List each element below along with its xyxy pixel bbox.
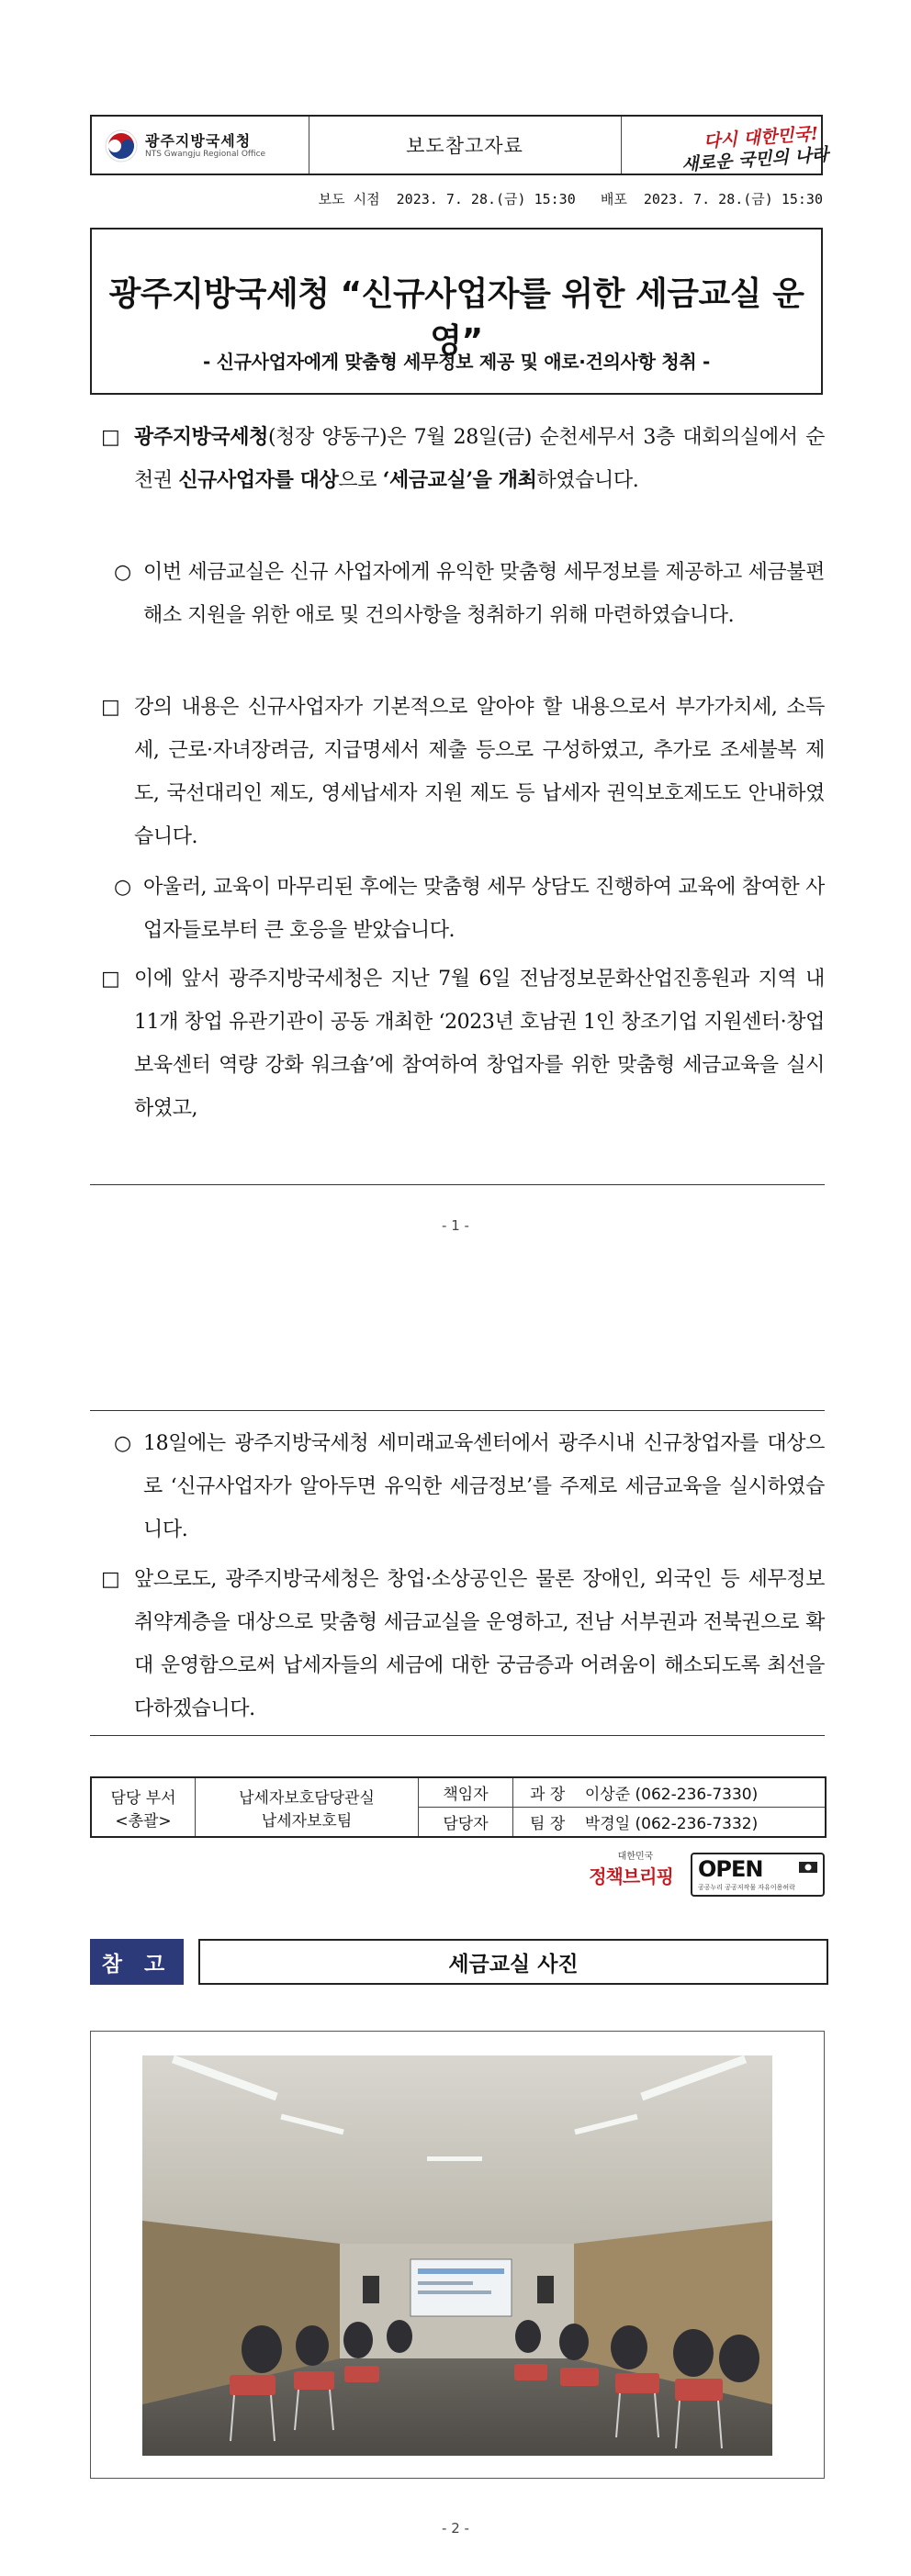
p4-text: 아울러, 교육이 마무리된 후에는 맞춤형 세무 상담도 진행하여 교육에 참여한 사업자들로부터 큰 호응을 받았습니다.	[143, 876, 825, 942]
slogan-line2: 새로운 국민의 나라	[680, 144, 829, 175]
page-number-2: - 2 -	[442, 2520, 469, 2537]
page1-bottom-rule	[90, 1184, 825, 1185]
government-emblem-icon	[105, 129, 138, 162]
square-bullet-icon: □	[101, 696, 120, 719]
dept-sub: <총괄>	[115, 1811, 172, 1831]
reference-title: 세금교실 사진	[198, 1939, 828, 1985]
dist-time: 2023. 7. 28.(금) 15:30	[643, 191, 823, 207]
contact-table	[90, 1776, 827, 1838]
open-sub: 공공누리 공공저작물 자유이용허락	[698, 1884, 795, 1891]
circle-bullet-icon: ○	[114, 1432, 131, 1455]
paragraph-3	[90, 686, 825, 858]
open-label: OPEN	[698, 1856, 763, 1882]
paragraph-6	[90, 1422, 825, 1551]
org-logo	[92, 117, 309, 174]
dist-label: 배포	[600, 191, 627, 207]
role1: 책임자	[419, 1777, 513, 1808]
page-subtitle: - 신규사업자에게 맞춤형 세무정보 제공 및 애로·건의사항 청취 -	[202, 351, 711, 373]
p5-text: 이에 앞서 광주지방국세청은 지난 7월 6일 전남정보문화산업진흥원과 지역 내 11개 창업 유관기관이 공동 개최한 ‘2023년 호남권 1인 창조기업 지원센터·창업보육센터 역량 강화 워크숍’에 참여하여 창업자를 위한 맞춤형 세금교육을 실시하였고,	[134, 968, 825, 1120]
p1-target: 신규사업자를 대상	[178, 468, 339, 492]
org-name-ko: 광주지방국세청	[145, 132, 252, 150]
seminar-photo	[142, 2055, 772, 2456]
brand-small: 대한민국	[617, 1852, 654, 1862]
page-title: 광주지방국세청 “신규사업자를 위한 세금교실 운영”	[108, 275, 804, 360]
page2-top-rule	[90, 1410, 825, 1411]
paragraph-5	[90, 958, 825, 1130]
dept-name-cell	[196, 1777, 419, 1837]
p2-text: 이번 세금교실은 신규 사업자에게 유익한 맞춤형 세무정보를 제공하고 세금불편 해소 지원을 위한 애로 및 건의사항을 청취하기 위해 마련하였습니다.	[143, 561, 825, 627]
p1-text-a: (청장 양동구)은 7월 28일(금) 순천세무서 3층 대회의실에서 순천권	[134, 426, 825, 492]
p1-text-b: 으로	[338, 469, 383, 492]
paragraph-4	[90, 866, 825, 952]
title1: 과 장	[530, 1786, 566, 1804]
p6-text: 18일에는 광주지방국세청 세미래교육센터에서 광주시내 신규창업자를 대상으로 ‘신규사업자가 알아두면 유익한 세금정보’를 주제로 세금교육을 실시하였습니다.	[143, 1432, 825, 1541]
circle-bullet-icon: ○	[114, 876, 131, 899]
person2: 박경일 (062-236-7332)	[584, 1815, 759, 1833]
dept-label-cell	[91, 1777, 196, 1837]
p7-text: 앞으로도, 광주지방국세청은 창업·소상공인은 물론 장애인, 외국인 등 세무정보 취약계층을 대상으로 맞춤형 세금교실을 운영하고, 전남 서부권과 전북권으로 확대 운영함으로써 납세자들의 세금에 대한 궁금증과 어려움이 해소되도록 최선을 다하겠습니다.	[134, 1568, 825, 1720]
person1-cell	[513, 1777, 827, 1808]
open-license-logo	[691, 1853, 825, 1897]
circle-bullet-icon: ○	[114, 561, 131, 584]
brand-name: 정책브리핑	[589, 1865, 673, 1887]
square-bullet-icon: □	[101, 1568, 120, 1591]
p3-text: 강의 내용은 신규사업자가 기본적으로 알아야 할 내용으로서 부가가치세, 소득세, 근로·자녀장려금, 지급명세서 제출 등으로 구성하였고, 추가로 조세불복 제도, 국선대리인 제도, 영세납세자 지원 제도 등 납세자 권익보호제도도 안내하였습니다.	[134, 696, 825, 848]
square-bullet-icon: □	[101, 968, 120, 991]
page-number-1: - 1 -	[442, 1217, 469, 1234]
p1-event: ‘세금교실’을 개최	[382, 468, 537, 492]
dept-name1: 납세자보호담당관실	[239, 1788, 375, 1808]
license-badge-icon	[799, 1862, 817, 1873]
slogan	[621, 117, 829, 175]
doc-type: 보도참고자료	[309, 117, 622, 174]
paragraph-7	[90, 1558, 825, 1730]
body-end-rule	[90, 1735, 825, 1736]
person2-cell	[513, 1808, 827, 1838]
reference-label: 참 고	[90, 1939, 184, 1985]
square-bullet-icon: □	[101, 426, 120, 449]
release-meta	[319, 189, 823, 208]
dept-name2: 납세자보호팀	[261, 1811, 353, 1831]
title-box	[90, 228, 823, 395]
dept-label: 담당 부서	[110, 1788, 176, 1808]
org-name-en: NTS Gwangju Regional Office	[145, 150, 266, 159]
p1-text-c: 하였습니다.	[536, 469, 639, 492]
org-emphasis: 광주지방국세청	[134, 425, 268, 449]
person1: 이상준 (062-236-7330)	[584, 1786, 759, 1804]
report-label: 보도 시점	[318, 191, 380, 207]
slogan-line1: 다시 대한민국!	[703, 123, 819, 152]
photo-frame	[90, 2031, 825, 2479]
title2: 팀 장	[530, 1815, 566, 1833]
role2: 담당자	[419, 1808, 513, 1838]
policy-briefing-logo	[580, 1848, 681, 1896]
report-time: 2023. 7. 28.(금) 15:30	[396, 191, 576, 207]
paragraph-1	[90, 416, 825, 502]
press-header	[90, 115, 829, 175]
paragraph-2	[90, 551, 825, 637]
